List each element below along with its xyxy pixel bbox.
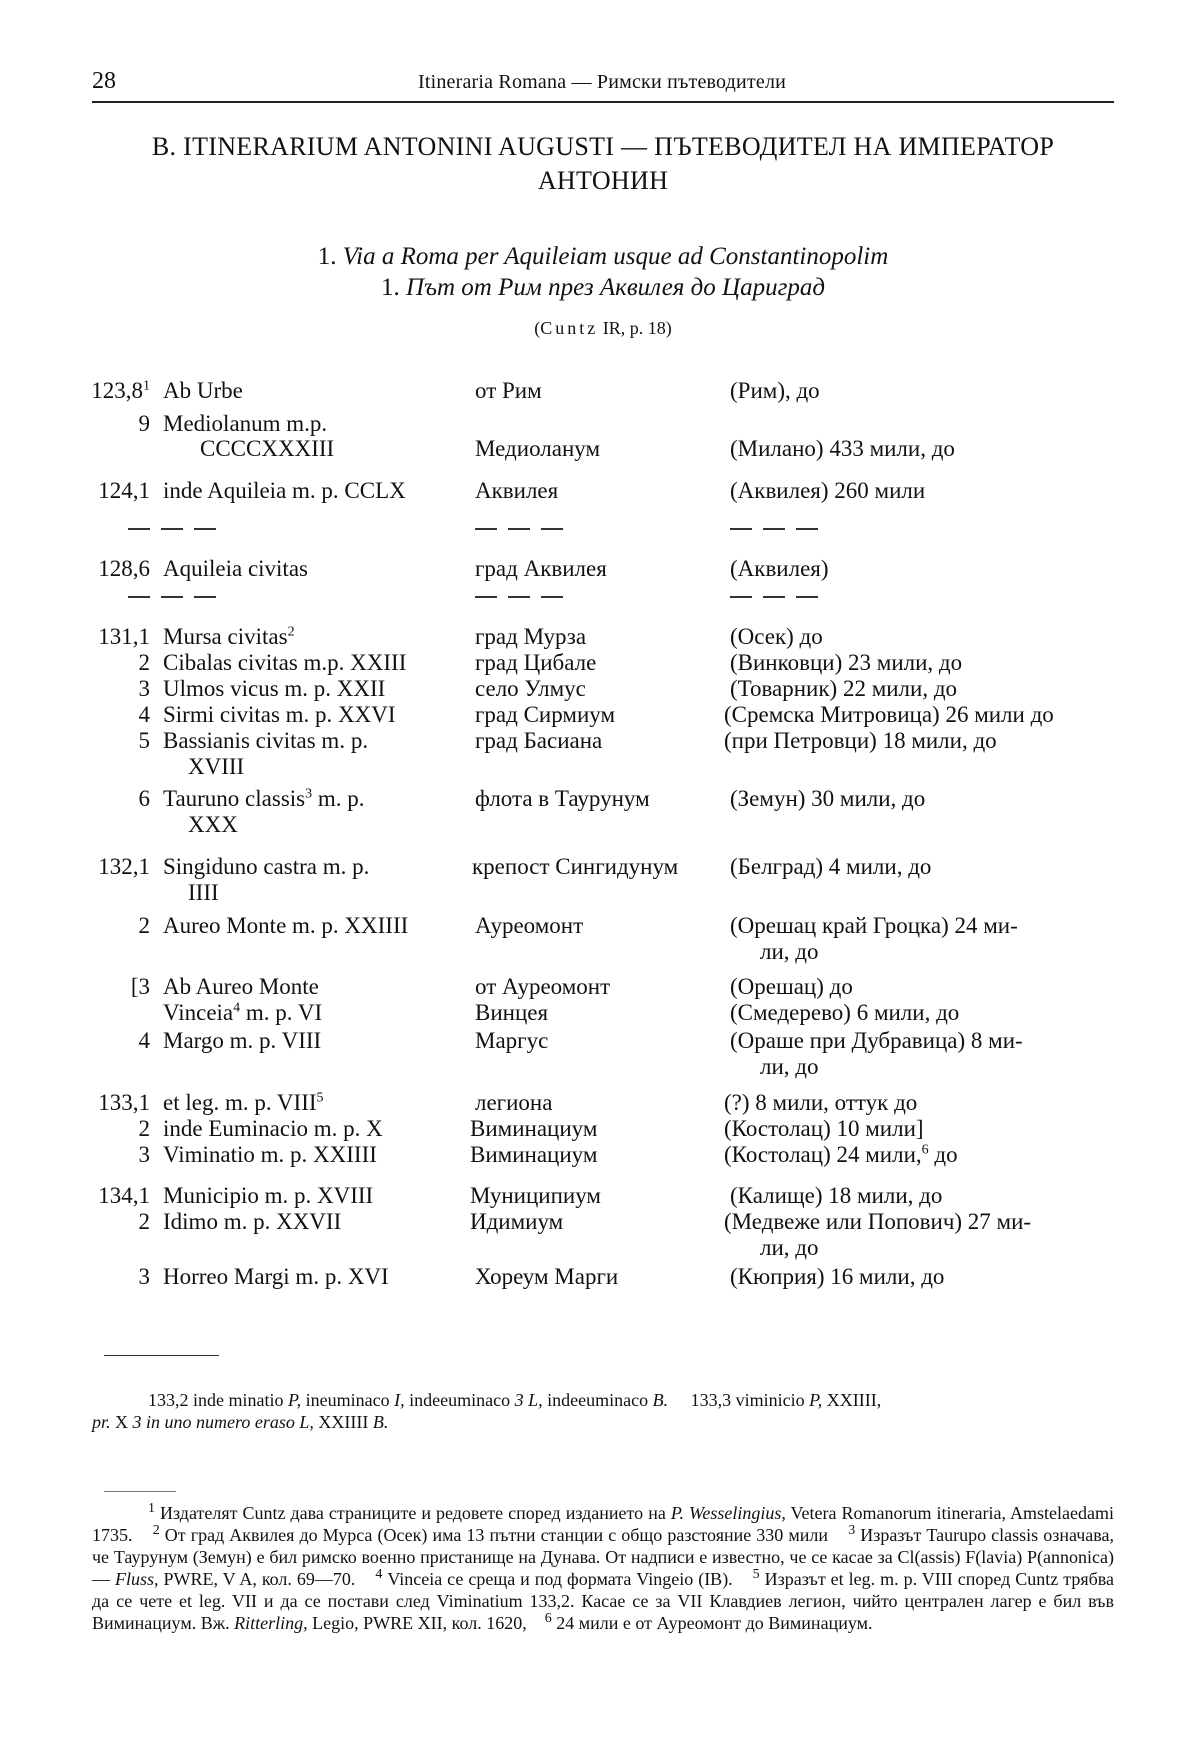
row-bulgarian: Винцея — [475, 1000, 549, 1025]
row-ref: 2 — [138, 1209, 150, 1234]
row-ref: 3 — [138, 1142, 150, 1167]
critical-apparatus — [92, 1389, 1114, 1433]
row-modern: (Орешац) до — [730, 974, 853, 999]
row-bulgarian: Маргус — [475, 1028, 549, 1053]
omission-dashes — [475, 528, 574, 531]
apparatus-line-2: pr. X 3 in uno numero eraso L, XXIIII B. — [92, 1412, 389, 1432]
row-latin: inde Euminacio m. p. X — [163, 1116, 383, 1141]
row-bulgarian: град Басиана — [475, 728, 603, 753]
row-latin: Vinceia$^4$ m. p. VI — [163, 1000, 323, 1025]
row-ref: 3 — [138, 676, 150, 701]
omission-dashes — [730, 528, 829, 531]
row-latin-cont: XXX — [188, 812, 238, 837]
row-modern: (Калище) 18 мили, до — [730, 1183, 943, 1208]
row-latin: Horreo Margi m. p. XVI — [163, 1264, 389, 1289]
row-modern: (при Петровци) 18 мили, до — [724, 728, 997, 753]
row-modern: (Белград) 4 мили, до — [730, 854, 932, 879]
row-ref: 4 — [138, 1028, 150, 1053]
row-latin-cont: CCCCXXXIII — [200, 436, 335, 461]
row-latin: Ab Urbe — [163, 378, 243, 403]
header-rule — [92, 101, 1114, 103]
row-latin: Bassianis civitas m. p. — [163, 728, 369, 753]
row-modern: (Аквилея) 260 мили — [730, 478, 926, 503]
row-bulgarian: флота в Таурунум — [475, 786, 650, 811]
row-bulgarian: от Рим — [475, 378, 542, 403]
apparatus-rule — [104, 1355, 219, 1356]
row-bulgarian: Ауреомонт — [475, 913, 584, 938]
omission-dashes — [730, 596, 829, 599]
footnote-5-mark: 5 — [752, 1567, 760, 1582]
footnote-3-mark: 3 — [848, 1523, 856, 1538]
footnotes — [92, 1502, 1114, 1634]
row-ref: 132,1 — [98, 854, 150, 879]
row-bulgarian: Медиоланум — [475, 436, 601, 461]
row-ref: 5 — [138, 728, 150, 753]
row-ref: 131,1 — [98, 624, 150, 649]
row-modern: (Винковци) 23 мили, до — [730, 650, 963, 675]
row-latin: Margo m. p. VIII — [163, 1028, 322, 1053]
route-title-bulgarian: 1. Път от Рим през Аквилея до Цариград — [380, 274, 826, 301]
footnote-1-mark: 1 — [148, 1501, 155, 1516]
footnote-rule — [104, 1491, 176, 1492]
row-latin: Mediolanum m.p. — [163, 411, 328, 436]
apparatus-line: 133,2 inde minatio P, ineuminaco I, indeeuminaco 3 L, indeeuminaco B. 133,3 viminicio P, XXIIII, — [148, 1390, 882, 1410]
row-latin: Aquileia civitas — [163, 556, 308, 581]
row-latin: et leg. m. p. VIII$^5$ — [163, 1090, 324, 1115]
row-bulgarian: Виминациум — [470, 1116, 598, 1141]
row-modern: (Кюприя) 16 мили, до — [730, 1264, 945, 1289]
row-latin: Tauruno classis$^3$ m. p. — [163, 786, 365, 811]
row-latin: Municipio m. p. XVIII — [163, 1183, 374, 1208]
running-title: Itineraria Romana — Римски пътеводители — [417, 71, 787, 93]
row-bulgarian: град Сирмиум — [475, 702, 616, 727]
row-modern: (Костолац) 10 мили] — [724, 1116, 924, 1141]
omission-dashes — [128, 596, 227, 599]
row-modern: (Медвеже или Попович) 27 ми- — [724, 1209, 1032, 1234]
section-title-line1: B. ITINERARIUM ANTONINI AUGUSTI — ПЪТЕВОДИТЕЛ НА ИМПЕРАТОР — [151, 132, 1055, 161]
row-modern: (Смедерево) 6 мили, до — [730, 1000, 960, 1025]
row-modern: (Сремска Митровица) 26 мили до — [724, 702, 1054, 727]
row-ref: 134,1 — [98, 1183, 150, 1208]
row-ref: 133,1 — [98, 1090, 150, 1115]
row-bulgarian: град Мурза — [475, 624, 587, 649]
row-ref: [3 — [130, 974, 150, 999]
section-title — [92, 130, 1114, 198]
footnote-text: $^1$ Издателят Cuntz дава страниците и редовете според изданието на P. Wesselingius, Vetera Romanorum itineraria, Amstelaedami 1735. $^2$ От град Аквилея до Мурса (Осек) има 13 пътни станции с общо разстояние 330 мили $^3$ Изразът Taurupo classis означава, че Таурунум (Земун) е бил римско военно пристанище на Дунава. От надписи е известно, че се касае за Cl(assis) F(lavia) P(annonica) — Fluss, PWRE, V A, кол. 69—70. $^4$ Vinceia се среща и под формата Vingeio (IB). $^5$ Изразът et leg. m. p. VIII според Cuntz трябва да се чете et leg. VII и да се постави след Viminatium 133,2. Касае се за VII Клавдиев легион, чийто централен лагер е бил във Виминациум. Вж. Ritterling, Legio, PWRE XII, кол. 1620, $^6$ 24 мили е от Ауреомонт до Виминациум. — [92, 1501, 1115, 1633]
row-latin: inde Aquileia m. p. CCLX — [163, 478, 406, 503]
row-latin: Cibalas civitas m.p. XXIII — [163, 650, 407, 675]
row-bulgarian: от Ауреомонт — [475, 974, 611, 999]
footnote-6-mark: 6 — [544, 1611, 552, 1626]
row-bulgarian: Идимиум — [470, 1209, 564, 1234]
row-latin-cont: IIII — [188, 880, 219, 905]
running-header — [92, 62, 1112, 96]
row-modern-cont: ли, до — [760, 939, 819, 964]
row-latin: Idimo m. p. XXVII — [163, 1209, 342, 1234]
row-latin: Singiduno castra m. p. — [163, 854, 370, 879]
row-ref: 128,6 — [98, 556, 150, 581]
row-bulgarian: Хореум Марги — [475, 1264, 619, 1289]
row-bulgarian: Аквилея — [475, 478, 559, 503]
row-ref: 4 — [138, 702, 150, 727]
footnote-2-mark: 2 — [152, 1523, 160, 1538]
row-bulgarian: легиона — [475, 1090, 553, 1115]
row-ref: 2 — [138, 650, 150, 675]
route-title-latin: 1. Via a Roma per Aquileiam usque ad Constantinopolim — [317, 243, 889, 270]
omission-dashes — [475, 596, 574, 599]
row-modern: (Ораше при Дубравица) 8 ми- — [730, 1028, 1023, 1053]
row-latin: Aureo Monte m. p. XXIIII — [163, 913, 409, 938]
row-latin-cont: XVIII — [188, 754, 245, 779]
section-title-line2: АНТОНИН — [537, 166, 669, 195]
row-latin: Ab Aureo Monte — [163, 974, 319, 999]
row-modern-cont: ли, до — [760, 1235, 819, 1260]
row-latin: Mursa civitas$^2$ — [163, 624, 295, 649]
page-number: 28 — [92, 68, 116, 94]
row-bulgarian: крепост Сингидунум — [472, 854, 679, 879]
row-modern: (Костолац) 24 мили,$^6$ до — [724, 1142, 958, 1167]
row-ref: 2 — [138, 1116, 150, 1141]
row-ref: 2 — [138, 913, 150, 938]
row-ref: 123,8$^1$ — [91, 378, 150, 403]
row-latin: Viminatio m. p. XXIIII — [163, 1142, 377, 1167]
source-reference: (Cuntz IR, p. 18) — [534, 318, 672, 338]
row-modern: (?) 8 мили, оттук до — [724, 1090, 918, 1115]
row-modern: (Товарник) 22 мили, до — [730, 676, 958, 701]
row-ref: 9 — [138, 411, 150, 436]
row-bulgarian: Виминациум — [470, 1142, 598, 1167]
row-latin: Sirmi civitas m. p. XXVI — [163, 702, 396, 727]
row-ref: 6 — [138, 786, 150, 811]
row-modern: (Милано) 433 мили, до — [730, 436, 955, 461]
row-latin: Ulmos vicus m. p. XXII — [163, 676, 386, 701]
row-modern-cont: ли, до — [760, 1054, 819, 1079]
row-modern: (Рим), до — [730, 378, 820, 403]
row-bulgarian: град Цибале — [475, 650, 597, 675]
omission-dashes — [128, 528, 227, 531]
row-bulgarian: село Улмус — [475, 676, 586, 701]
row-modern: (Аквилея) — [730, 556, 829, 581]
row-ref: 124,1 — [98, 478, 150, 503]
row-modern: (Земун) 30 мили, до — [730, 786, 926, 811]
row-bulgarian: Муниципиум — [470, 1183, 601, 1208]
row-ref: 3 — [138, 1264, 150, 1289]
row-modern: (Орешац край Гроцка) 24 ми- — [730, 913, 1018, 938]
row-modern: (Осек) до — [730, 624, 823, 649]
footnote-4-mark: 4 — [375, 1567, 383, 1582]
row-bulgarian: град Аквилея — [475, 556, 607, 581]
